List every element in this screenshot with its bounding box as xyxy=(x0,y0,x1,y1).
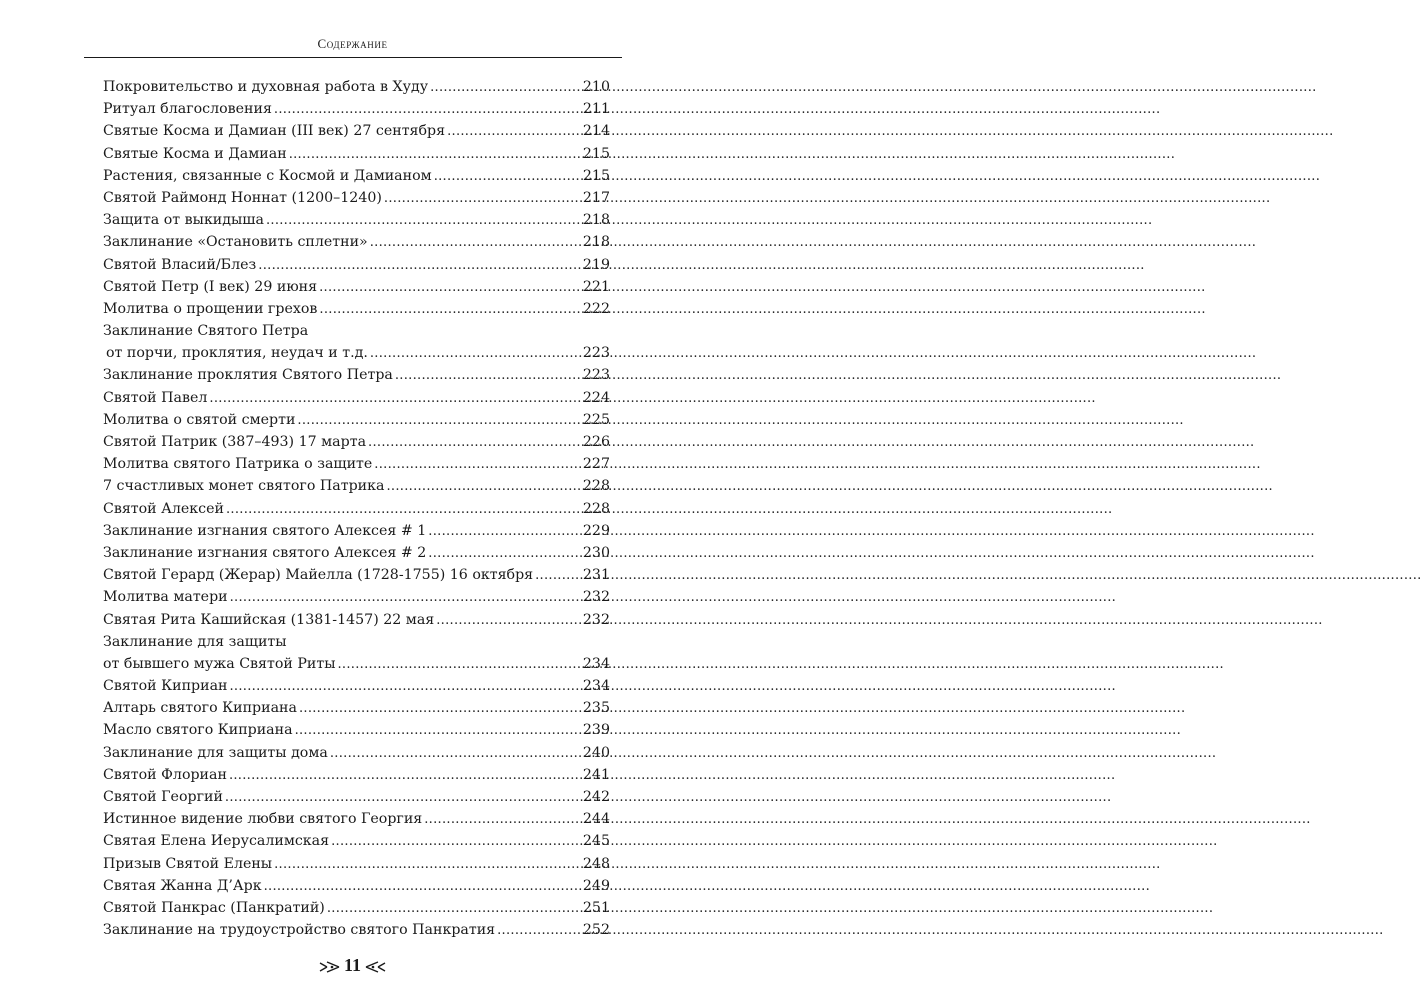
toc-entry[interactable] xyxy=(103,520,610,542)
running-header: Содержание xyxy=(317,36,388,51)
toc-entry[interactable] xyxy=(103,187,610,209)
toc-entry-page: 215 xyxy=(582,145,610,162)
toc-entry-page: 235 xyxy=(582,700,610,717)
toc-dot-leader xyxy=(327,898,581,920)
toc-entry-title: Молитва святого Патрика о защите xyxy=(103,456,373,473)
toc-entry-page: 241 xyxy=(582,766,610,783)
toc-entry-page: 249 xyxy=(582,877,610,894)
toc-entry[interactable] xyxy=(103,165,610,187)
right-ornament-icon xyxy=(365,961,387,973)
toc-entry[interactable] xyxy=(103,719,610,741)
toc-entry[interactable] xyxy=(103,387,610,409)
toc-entry[interactable] xyxy=(103,320,610,342)
toc-dot-leader xyxy=(209,388,581,410)
toc-dot-leader xyxy=(436,610,581,632)
toc-entry-title: Заклинание изгнания святого Алексея # 2 xyxy=(103,544,427,561)
toc-dot-leader xyxy=(319,277,581,299)
toc-dot-leader xyxy=(331,831,581,853)
toc-dot-leader xyxy=(297,410,581,432)
toc-entry-page: 224 xyxy=(582,389,610,406)
toc-entry-page: 225 xyxy=(582,411,610,428)
toc-dot-leader xyxy=(226,499,581,521)
toc-entry-title: Святой Патрик (387–493) 17 марта xyxy=(103,434,367,450)
toc-entry-title: Заклинание проклятия Святого Петра xyxy=(103,367,393,384)
toc-entry-page: 245 xyxy=(582,833,610,850)
toc-entry-page: 218 xyxy=(582,212,610,229)
toc-entry-title: Святая Елена Иерусалимская xyxy=(103,833,330,850)
toc-entry-page: 240 xyxy=(582,744,610,761)
toc-dot-leader xyxy=(258,255,581,277)
toc-entry-page: 234 xyxy=(582,678,610,695)
toc-entry[interactable] xyxy=(103,675,610,697)
toc-entry-title: Молитва матери xyxy=(103,589,228,606)
toc-entry-title: Защита от выкидыша xyxy=(103,212,264,229)
toc-entry-title: Святой Власий/Блез xyxy=(103,256,257,273)
toc-entry[interactable] xyxy=(103,231,610,253)
toc-dot-leader xyxy=(370,343,581,365)
toc-entry-page: 219 xyxy=(582,256,610,273)
toc-entry-page: 242 xyxy=(582,789,610,805)
page-number: 11 xyxy=(343,955,361,975)
toc-dot-leader xyxy=(319,299,581,321)
toc-entry-page: 234 xyxy=(582,655,610,672)
toc-entry-title: Святой Георгий xyxy=(103,789,223,805)
toc-dot-leader xyxy=(434,166,581,188)
toc-entry[interactable] xyxy=(103,431,610,453)
toc-entry-title: Святая Жанна Д’Арк xyxy=(103,877,262,894)
toc-entry-page: 222 xyxy=(582,300,610,317)
toc-entry[interactable] xyxy=(103,609,610,631)
toc-entry[interactable] xyxy=(103,631,610,653)
toc-entry-title: Святой Петр (I век) 29 июня xyxy=(103,278,318,295)
toc-entry[interactable] xyxy=(103,764,610,786)
toc-entry-title: Ритуал благословения xyxy=(103,101,272,118)
toc-dot-leader xyxy=(225,787,581,809)
toc-entry[interactable] xyxy=(103,653,610,675)
toc-dot-leader xyxy=(535,565,581,587)
toc-entry-title: Святой Флориан xyxy=(103,766,227,783)
toc-entry-title: Покровительство и духовная работа в Худу xyxy=(103,79,429,95)
toc-entry-title: Святой Раймонд Ноннат (1200–1240) xyxy=(103,189,382,206)
toc-entry[interactable] xyxy=(103,542,610,564)
toc-entry-title: Масло святого Киприана xyxy=(103,722,293,739)
toc-entry-page: 223 xyxy=(582,345,610,362)
toc-entry[interactable] xyxy=(103,254,610,276)
toc-entry[interactable] xyxy=(103,98,610,120)
toc-dot-leader xyxy=(428,521,581,543)
toc-entry-title: Святой Киприан xyxy=(103,678,228,695)
toc-entry-title: от порчи, проклятия, неудач и т.д. xyxy=(106,345,368,362)
toc-entry-title: Святые Косма и Дамиан (III век) 27 сентября xyxy=(103,123,446,140)
toc-entry-page: 214 xyxy=(582,123,610,140)
toc-entry-page: 210 xyxy=(582,79,610,95)
toc-entry[interactable] xyxy=(103,830,610,852)
toc-entry[interactable] xyxy=(103,875,610,897)
toc-dot-leader xyxy=(424,809,581,831)
toc-entry[interactable] xyxy=(103,453,610,475)
toc-dot-leader xyxy=(274,854,581,876)
toc-entry-title: 7 счастливых монет святого Патрика xyxy=(103,478,385,495)
toc-entry-page: 239 xyxy=(582,722,610,739)
toc-dot-leader xyxy=(230,676,581,698)
toc-dot-leader xyxy=(299,698,581,720)
toc-entry-title: Святой Герард (Жерар) Майелла (1728-1755) 16 октября xyxy=(103,567,534,584)
toc-entry[interactable] xyxy=(103,786,610,808)
toc-entry-title: Заклинание для защиты xyxy=(103,633,287,650)
toc-entry-title: Святой Алексей xyxy=(103,500,224,517)
toc-entry[interactable] xyxy=(103,897,610,919)
toc-entry-page: 218 xyxy=(582,234,610,251)
table-of-contents xyxy=(103,76,610,941)
toc-entry-page: 232 xyxy=(582,611,610,628)
toc-entry-page: 251 xyxy=(582,899,610,916)
toc-entry-page: 252 xyxy=(582,922,610,939)
toc-dot-leader xyxy=(370,232,581,254)
toc-entry-page: 211 xyxy=(582,101,610,118)
toc-entry-title: Святой Панкрас (Панкратий) xyxy=(103,899,325,916)
toc-dot-leader xyxy=(338,654,581,676)
toc-entry-title: Истинное видение любви святого Георгия xyxy=(103,811,423,828)
toc-entry[interactable] xyxy=(103,475,610,497)
toc-dot-leader xyxy=(230,587,581,609)
toc-entry-page: 228 xyxy=(582,478,610,495)
toc-dot-leader xyxy=(295,720,581,742)
toc-entry[interactable] xyxy=(103,808,610,830)
toc-dot-leader xyxy=(264,876,581,898)
toc-entry-title: Святой Павел xyxy=(103,389,208,406)
toc-entry-page: 231 xyxy=(582,567,610,584)
toc-entry[interactable] xyxy=(103,364,610,386)
toc-entry-title: Алтарь святого Киприана xyxy=(103,700,297,717)
toc-entry-title: Растения, связанные с Космой и Дамианом xyxy=(103,167,432,184)
toc-entry-page: 232 xyxy=(582,589,610,606)
toc-entry[interactable] xyxy=(103,76,610,98)
toc-entry[interactable] xyxy=(103,697,610,719)
toc-entry[interactable] xyxy=(103,209,610,231)
toc-entry-page: 223 xyxy=(582,367,610,384)
toc-entry[interactable] xyxy=(103,143,610,165)
toc-entry[interactable] xyxy=(103,586,610,608)
toc-entry[interactable] xyxy=(103,919,610,941)
toc-entry-title: Заклинание «Остановить сплетни» xyxy=(103,234,368,251)
toc-dot-leader xyxy=(386,476,580,498)
toc-entry-page: 229 xyxy=(582,522,610,539)
toc-entry-title: от бывшего мужа Святой Риты xyxy=(103,655,336,672)
toc-entry-page: 248 xyxy=(582,855,610,872)
toc-dot-leader xyxy=(274,99,581,121)
toc-dot-leader xyxy=(374,454,581,476)
toc-entry-page: 228 xyxy=(582,500,610,517)
toc-entry-title: Заклинание для защиты дома xyxy=(103,744,328,761)
toc-entry-page: 230 xyxy=(582,544,610,561)
toc-entry[interactable] xyxy=(103,853,610,875)
left-ornament-icon xyxy=(318,961,340,973)
toc-dot-leader xyxy=(497,920,581,942)
toc-entry[interactable] xyxy=(103,120,610,142)
toc-entry-title: Заклинание на трудоустройство святого Панкратия xyxy=(103,922,496,939)
toc-entry[interactable] xyxy=(103,342,610,364)
toc-entry-page: 226 xyxy=(582,434,610,450)
toc-dot-leader xyxy=(430,77,581,99)
toc-entry-page: 221 xyxy=(582,278,610,295)
toc-entry[interactable] xyxy=(103,298,610,320)
toc-dot-leader xyxy=(384,188,581,210)
header-rule xyxy=(84,57,622,58)
toc-entry-page: 227 xyxy=(582,456,610,473)
toc-dot-leader xyxy=(330,743,581,765)
toc-entry[interactable] xyxy=(103,409,610,431)
toc-entry-title: Заклинание Святого Петра xyxy=(103,323,309,340)
toc-dot-leader xyxy=(289,144,581,166)
toc-dot-leader xyxy=(368,432,581,454)
toc-entry-title: Святая Рита Кашийская (1381-1457) 22 мая xyxy=(103,611,435,628)
toc-entry[interactable] xyxy=(103,498,610,520)
toc-entry-title: Призыв Святой Елены xyxy=(103,855,273,872)
page-footer xyxy=(0,955,705,976)
toc-dot-leader xyxy=(447,121,581,143)
toc-entry-title: Святые Косма и Дамиан xyxy=(103,145,287,162)
toc-entry[interactable] xyxy=(103,564,610,586)
toc-entry-page: 244 xyxy=(582,811,610,828)
toc-entry-page: 217 xyxy=(582,189,610,206)
toc-entry[interactable] xyxy=(103,276,610,298)
toc-dot-leader xyxy=(395,365,581,387)
toc-entry[interactable] xyxy=(103,742,610,764)
toc-entry-title: Молитва о святой смерти xyxy=(103,411,296,428)
toc-dot-leader xyxy=(229,765,581,787)
toc-entry-title: Заклинание изгнания святого Алексея # 1 xyxy=(103,522,427,539)
toc-entry-title: Молитва о прощении грехов xyxy=(103,300,318,317)
toc-entry-page: 215 xyxy=(582,167,610,184)
toc-dot-leader xyxy=(266,210,581,232)
toc-dot-leader xyxy=(428,543,581,565)
